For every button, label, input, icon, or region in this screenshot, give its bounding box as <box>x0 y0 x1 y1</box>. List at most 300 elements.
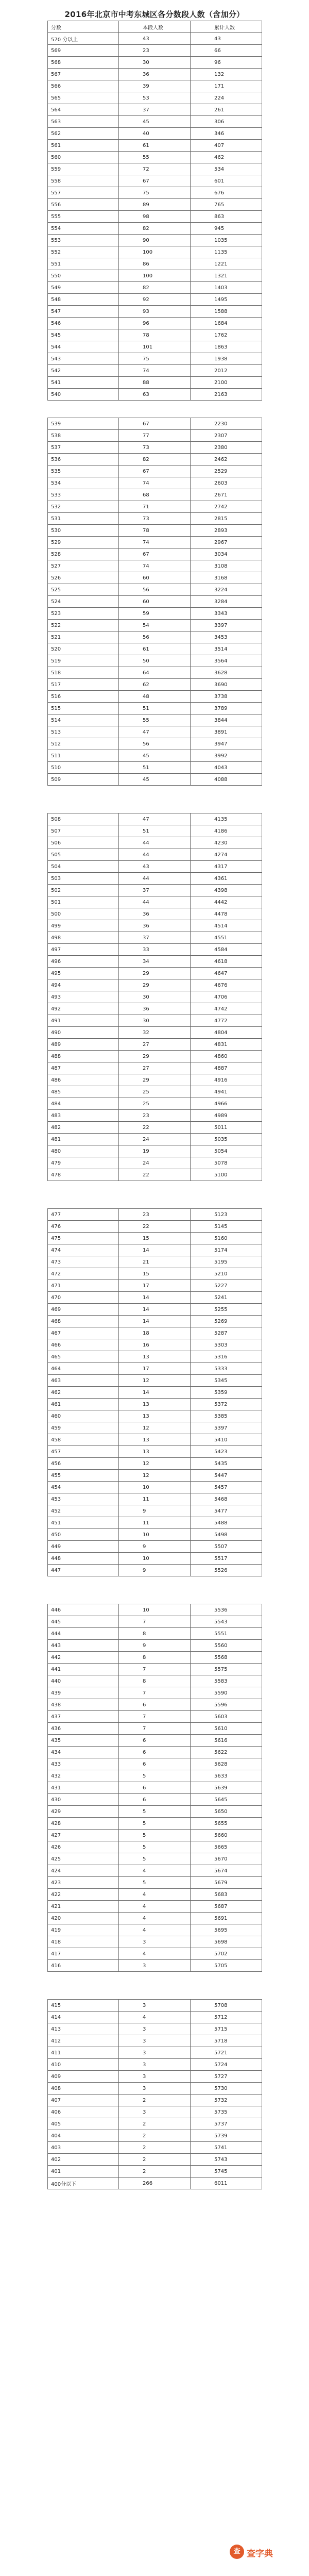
cumulative-cell: 5575 <box>191 1664 262 1675</box>
watermark-seal-icon: 查 <box>230 2545 244 2559</box>
table-row <box>48 1853 262 1865</box>
table-row <box>48 489 262 501</box>
cumulative-cell: 4514 <box>191 920 262 932</box>
cumulative-cell: 5551 <box>191 1628 262 1640</box>
table-row <box>48 620 262 631</box>
score-cell: 445 <box>48 1616 119 1628</box>
table-row <box>48 1877 262 1889</box>
table-row <box>48 1363 262 1375</box>
count-cell: 21 <box>119 1256 191 1268</box>
count-cell: 5 <box>119 1770 191 1782</box>
count-cell: 44 <box>119 896 191 908</box>
score-cell: 443 <box>48 1640 119 1652</box>
count-cell: 10 <box>119 1482 191 1493</box>
table-row <box>48 1948 262 1960</box>
cumulative-cell: 5718 <box>191 2035 262 2047</box>
score-cell: 452 <box>48 1505 119 1517</box>
score-cell: 509 <box>48 774 119 786</box>
cumulative-cell: 5160 <box>191 1233 262 1244</box>
count-cell: 13 <box>119 1434 191 1446</box>
table-row <box>48 813 262 825</box>
count-cell: 14 <box>119 1304 191 1316</box>
count-cell: 5 <box>119 1841 191 1853</box>
cumulative-cell: 5665 <box>191 1841 262 1853</box>
count-cell: 36 <box>119 920 191 932</box>
count-cell: 7 <box>119 1664 191 1675</box>
score-table-section <box>47 1999 262 2189</box>
cumulative-cell: 5702 <box>191 1948 262 1960</box>
table-row <box>48 223 262 235</box>
table-row <box>48 2071 262 2083</box>
count-cell: 37 <box>119 932 191 944</box>
cumulative-cell: 5316 <box>191 1351 262 1363</box>
score-cell: 448 <box>48 1553 119 1565</box>
cumulative-cell: 4887 <box>191 1062 262 1074</box>
score-cell: 425 <box>48 1853 119 1865</box>
cumulative-cell: 66 <box>191 45 262 57</box>
table-row <box>48 2000 262 2012</box>
cumulative-cell: 5536 <box>191 1604 262 1616</box>
score-cell: 568 <box>48 57 119 69</box>
table-row <box>48 2178 262 2189</box>
cumulative-cell: 5560 <box>191 1640 262 1652</box>
cumulative-cell: 171 <box>191 80 262 92</box>
count-cell: 82 <box>119 223 191 235</box>
count-cell: 2 <box>119 2154 191 2166</box>
table-row <box>48 1387 262 1399</box>
count-cell: 51 <box>119 703 191 714</box>
score-cell: 455 <box>48 1470 119 1482</box>
table-row <box>48 104 262 116</box>
table-row <box>48 655 262 667</box>
count-cell: 89 <box>119 199 191 211</box>
table-row <box>48 2083 262 2095</box>
table-row <box>48 1157 262 1169</box>
table-row <box>48 896 262 908</box>
table-row <box>48 235 262 246</box>
score-cell: 451 <box>48 1517 119 1529</box>
table-row <box>48 1280 262 1292</box>
table-row <box>48 873 262 885</box>
score-cell: 450 <box>48 1529 119 1541</box>
count-cell: 71 <box>119 501 191 513</box>
table-row <box>48 825 262 837</box>
cumulative-cell: 5507 <box>191 1541 262 1553</box>
table-row <box>48 282 262 294</box>
table-row <box>48 1268 262 1280</box>
header-cumulative: 累计人数 <box>191 21 262 33</box>
table-row <box>48 1865 262 1877</box>
count-cell: 5 <box>119 1806 191 1818</box>
cumulative-cell: 5687 <box>191 1901 262 1913</box>
score-cell: 480 <box>48 1145 119 1157</box>
table-row <box>48 837 262 849</box>
score-cell: 490 <box>48 1027 119 1039</box>
score-cell: 522 <box>48 620 119 631</box>
score-cell: 439 <box>48 1687 119 1699</box>
table-row <box>48 258 262 270</box>
score-cell: 422 <box>48 1889 119 1901</box>
score-cell: 456 <box>48 1458 119 1470</box>
cumulative-cell: 5715 <box>191 2023 262 2035</box>
table-row <box>48 1458 262 1470</box>
table-row <box>48 2035 262 2047</box>
cumulative-cell: 5287 <box>191 1327 262 1339</box>
score-cell: 500 <box>48 908 119 920</box>
score-cell: 513 <box>48 726 119 738</box>
score-cell: 423 <box>48 1877 119 1889</box>
table-row <box>48 1529 262 1541</box>
cumulative-cell: 5745 <box>191 2166 262 2178</box>
count-cell: 18 <box>119 1327 191 1339</box>
score-cell: 485 <box>48 1086 119 1098</box>
score-cell: 413 <box>48 2023 119 2035</box>
table-row <box>48 33 262 45</box>
table-row <box>48 1747 262 1758</box>
score-cell: 433 <box>48 1758 119 1770</box>
count-cell: 37 <box>119 885 191 896</box>
count-cell: 5 <box>119 1818 191 1830</box>
count-cell: 59 <box>119 608 191 620</box>
table-row <box>48 92 262 104</box>
cumulative-cell: 5732 <box>191 2095 262 2106</box>
score-cell: 426 <box>48 1841 119 1853</box>
cumulative-cell: 3947 <box>191 738 262 750</box>
count-cell: 12 <box>119 1375 191 1387</box>
score-cell: 551 <box>48 258 119 270</box>
score-cell: 516 <box>48 691 119 703</box>
cumulative-cell: 5011 <box>191 1122 262 1134</box>
table-row <box>48 560 262 572</box>
cumulative-cell: 5397 <box>191 1422 262 1434</box>
score-cell: 457 <box>48 1446 119 1458</box>
table-row <box>48 1482 262 1493</box>
count-cell: 78 <box>119 525 191 537</box>
score-cell: 539 <box>48 418 119 430</box>
count-cell: 82 <box>119 454 191 466</box>
table-row <box>48 691 262 703</box>
score-cell: 533 <box>48 489 119 501</box>
score-cell: 454 <box>48 1482 119 1493</box>
cumulative-cell: 306 <box>191 116 262 128</box>
score-cell: 512 <box>48 738 119 750</box>
count-cell: 16 <box>119 1339 191 1351</box>
score-cell: 504 <box>48 861 119 873</box>
table-row <box>48 1122 262 1134</box>
table-row <box>48 199 262 211</box>
count-cell: 6 <box>119 1782 191 1794</box>
score-cell: 492 <box>48 1003 119 1015</box>
page-title: 2016年北京市中考东城区各分数段人数（含加分） <box>64 10 245 19</box>
table-row <box>48 932 262 944</box>
cumulative-cell: 1321 <box>191 270 262 282</box>
score-cell: 453 <box>48 1493 119 1505</box>
cumulative-cell: 2012 <box>191 365 262 377</box>
table-row <box>48 1086 262 1098</box>
count-cell: 23 <box>119 1209 191 1221</box>
score-cell: 525 <box>48 584 119 596</box>
cumulative-cell: 5724 <box>191 2059 262 2071</box>
score-cell: 467 <box>48 1327 119 1339</box>
cumulative-cell: 4831 <box>191 1039 262 1051</box>
score-cell: 537 <box>48 442 119 454</box>
table-row <box>48 1304 262 1316</box>
table-row <box>48 246 262 258</box>
table-row <box>48 2118 262 2130</box>
score-cell: 531 <box>48 513 119 525</box>
table-row <box>48 1818 262 1830</box>
table-row <box>48 1806 262 1818</box>
score-cell: 556 <box>48 199 119 211</box>
table-row <box>48 849 262 861</box>
score-cell: 553 <box>48 235 119 246</box>
table-row <box>48 341 262 353</box>
table-row <box>48 1316 262 1327</box>
score-cell: 489 <box>48 1039 119 1051</box>
cumulative-cell: 5691 <box>191 1913 262 1924</box>
table-row <box>48 2047 262 2059</box>
table-row <box>48 306 262 318</box>
score-cell: 409 <box>48 2071 119 2083</box>
score-cell: 534 <box>48 477 119 489</box>
score-cell: 565 <box>48 92 119 104</box>
cumulative-cell: 2100 <box>191 377 262 389</box>
table-row <box>48 2059 262 2071</box>
count-cell: 12 <box>119 1458 191 1470</box>
count-cell: 29 <box>119 1051 191 1062</box>
cumulative-cell: 5568 <box>191 1652 262 1664</box>
count-cell: 53 <box>119 92 191 104</box>
count-cell: 6 <box>119 1747 191 1758</box>
table-row <box>48 1327 262 1339</box>
cumulative-cell: 5655 <box>191 1818 262 1830</box>
count-cell: 90 <box>119 235 191 246</box>
count-cell: 19 <box>119 1145 191 1157</box>
count-cell: 55 <box>119 152 191 163</box>
score-cell: 484 <box>48 1098 119 1110</box>
count-cell: 27 <box>119 1039 191 1051</box>
score-cell: 526 <box>48 572 119 584</box>
count-cell: 88 <box>119 377 191 389</box>
table-row <box>48 1292 262 1304</box>
cumulative-cell: 2742 <box>191 501 262 513</box>
count-cell: 78 <box>119 329 191 341</box>
count-cell: 8 <box>119 1652 191 1664</box>
score-cell: 498 <box>48 932 119 944</box>
score-cell: 478 <box>48 1169 119 1181</box>
count-cell: 2 <box>119 2118 191 2130</box>
count-cell: 14 <box>119 1387 191 1399</box>
cumulative-cell: 4478 <box>191 908 262 920</box>
table-row <box>48 1110 262 1122</box>
table-row <box>48 525 262 537</box>
table-header-row <box>48 21 262 33</box>
cumulative-cell: 3891 <box>191 726 262 738</box>
score-cell: 472 <box>48 1268 119 1280</box>
cumulative-cell: 4398 <box>191 885 262 896</box>
table-row <box>48 908 262 920</box>
score-cell: 493 <box>48 991 119 1003</box>
score-cell: 468 <box>48 1316 119 1327</box>
cumulative-cell: 676 <box>191 187 262 199</box>
count-cell: 36 <box>119 1003 191 1015</box>
count-cell: 82 <box>119 282 191 294</box>
watermark-logo <box>230 2543 291 2561</box>
cumulative-cell: 5517 <box>191 1553 262 1565</box>
table-row <box>48 1505 262 1517</box>
table-row <box>48 1735 262 1747</box>
score-cell: 462 <box>48 1387 119 1399</box>
score-cell: 542 <box>48 365 119 377</box>
score-cell: 486 <box>48 1074 119 1086</box>
score-cell: 563 <box>48 116 119 128</box>
cumulative-cell: 5730 <box>191 2083 262 2095</box>
cumulative-cell: 5633 <box>191 1770 262 1782</box>
cumulative-cell: 4361 <box>191 873 262 885</box>
score-cell: 429 <box>48 1806 119 1818</box>
count-cell: 4 <box>119 1924 191 1936</box>
score-cell: 419 <box>48 1924 119 1936</box>
score-cell: 550 <box>48 270 119 282</box>
count-cell: 60 <box>119 572 191 584</box>
cumulative-cell: 96 <box>191 57 262 69</box>
count-cell: 61 <box>119 140 191 152</box>
header-count: 本段人数 <box>119 21 191 33</box>
score-cell: 559 <box>48 163 119 175</box>
count-cell: 4 <box>119 1913 191 1924</box>
cumulative-cell: 5372 <box>191 1399 262 1410</box>
cumulative-cell: 5683 <box>191 1889 262 1901</box>
score-cell: 495 <box>48 968 119 979</box>
count-cell: 72 <box>119 163 191 175</box>
score-cell: 566 <box>48 80 119 92</box>
cumulative-cell: 5737 <box>191 2118 262 2130</box>
count-cell: 74 <box>119 365 191 377</box>
cumulative-cell: 3034 <box>191 549 262 560</box>
table-row <box>48 679 262 691</box>
count-cell: 13 <box>119 1446 191 1458</box>
cumulative-cell: 5596 <box>191 1699 262 1711</box>
cumulative-cell: 3284 <box>191 596 262 608</box>
table-row <box>48 128 262 140</box>
score-cell: 440 <box>48 1675 119 1687</box>
score-cell: 570 分以上 <box>48 33 119 45</box>
score-cell: 405 <box>48 2118 119 2130</box>
cumulative-cell: 5670 <box>191 1853 262 1865</box>
table-row <box>48 703 262 714</box>
cumulative-cell: 5345 <box>191 1375 262 1387</box>
cumulative-cell: 5735 <box>191 2106 262 2118</box>
table-row <box>48 861 262 873</box>
count-cell: 15 <box>119 1268 191 1280</box>
count-cell: 4 <box>119 1889 191 1901</box>
score-cell: 521 <box>48 631 119 643</box>
score-cell: 505 <box>48 849 119 861</box>
count-cell: 3 <box>119 2106 191 2118</box>
count-cell: 23 <box>119 45 191 57</box>
table-row <box>48 1664 262 1675</box>
table-row <box>48 991 262 1003</box>
count-cell: 56 <box>119 584 191 596</box>
count-cell: 13 <box>119 1399 191 1410</box>
count-cell: 6 <box>119 1735 191 1747</box>
table-row <box>48 1003 262 1015</box>
table-row <box>48 1375 262 1387</box>
count-cell: 4 <box>119 1948 191 1960</box>
score-cell: 477 <box>48 1209 119 1221</box>
count-cell: 27 <box>119 1062 191 1074</box>
score-cell: 415 <box>48 2000 119 2012</box>
table-row <box>48 726 262 738</box>
cumulative-cell: 462 <box>191 152 262 163</box>
count-cell: 5 <box>119 1830 191 1841</box>
count-cell: 39 <box>119 80 191 92</box>
table-row <box>48 1221 262 1233</box>
table-row <box>48 537 262 549</box>
score-cell: 436 <box>48 1723 119 1735</box>
cumulative-cell: 5739 <box>191 2130 262 2142</box>
header-score: 分数 <box>48 21 119 33</box>
table-row <box>48 944 262 956</box>
count-cell: 56 <box>119 631 191 643</box>
count-cell: 98 <box>119 211 191 223</box>
cumulative-cell: 1938 <box>191 353 262 365</box>
table-row <box>48 584 262 596</box>
cumulative-cell: 1684 <box>191 318 262 329</box>
count-cell: 37 <box>119 104 191 116</box>
count-cell: 6 <box>119 1699 191 1711</box>
table-row <box>48 1723 262 1735</box>
score-cell: 544 <box>48 341 119 353</box>
cumulative-cell: 2529 <box>191 466 262 477</box>
score-cell: 543 <box>48 353 119 365</box>
score-cell: 507 <box>48 825 119 837</box>
cumulative-cell: 2603 <box>191 477 262 489</box>
cumulative-cell: 5743 <box>191 2154 262 2166</box>
count-cell: 100 <box>119 270 191 282</box>
cumulative-cell: 5708 <box>191 2000 262 2012</box>
cumulative-cell: 5583 <box>191 1675 262 1687</box>
table-row <box>48 1901 262 1913</box>
table-row <box>48 968 262 979</box>
score-cell: 535 <box>48 466 119 477</box>
score-cell: 511 <box>48 750 119 762</box>
cumulative-cell: 5616 <box>191 1735 262 1747</box>
cumulative-cell: 5255 <box>191 1304 262 1316</box>
count-cell: 30 <box>119 1015 191 1027</box>
cumulative-cell: 5698 <box>191 1936 262 1948</box>
count-cell: 3 <box>119 2035 191 2047</box>
cumulative-cell: 4442 <box>191 896 262 908</box>
cumulative-cell: 3453 <box>191 631 262 643</box>
cumulative-cell: 3738 <box>191 691 262 703</box>
cumulative-cell: 2462 <box>191 454 262 466</box>
table-row <box>48 45 262 57</box>
cumulative-cell: 3343 <box>191 608 262 620</box>
cumulative-cell: 5498 <box>191 1529 262 1541</box>
table-row <box>48 211 262 223</box>
count-cell: 4 <box>119 2012 191 2023</box>
cumulative-cell: 5468 <box>191 1493 262 1505</box>
score-table-section <box>47 1208 262 1576</box>
cumulative-cell: 407 <box>191 140 262 152</box>
score-cell: 514 <box>48 714 119 726</box>
count-cell: 2 <box>119 2166 191 2178</box>
cumulative-cell: 5410 <box>191 1434 262 1446</box>
score-cell: 479 <box>48 1157 119 1169</box>
table-row <box>48 956 262 968</box>
table-row <box>48 643 262 655</box>
